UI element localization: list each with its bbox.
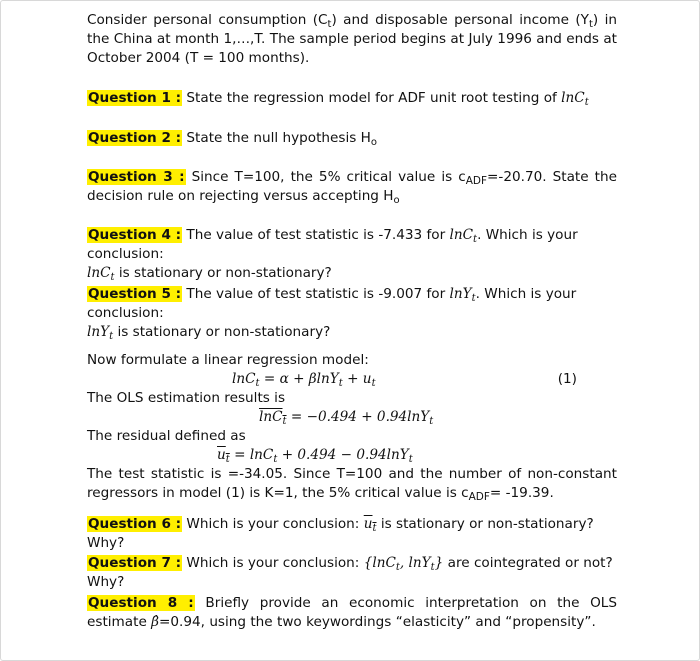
question-5-label: Question 5 : (88, 286, 182, 302)
equation-3-expr: $u_t = \ln C_t + 0.494 - 0.94\ln Y_t$ (217, 447, 413, 465)
question-6-math: $u_t$ (363, 516, 377, 534)
question-7 (87, 554, 617, 592)
intro-sub-c: t (327, 19, 332, 30)
question-5-math: lnY (449, 286, 472, 302)
question-7-math: {lnC$_t$, lnY$_t$} (363, 555, 444, 573)
question-8-text-a: Briefly provide an economic interpretation on the OLS estimate (87, 595, 617, 630)
question-5-text-c: is stationary or non-stationary? (117, 324, 331, 340)
intro-text-3: ) in the China at month 1,…,T. The sample period begins at July 1996 and ends at October 2004 (T = 100 months). (87, 12, 618, 66)
question-8-text-b: =0.94, using the two keywordings “elasticity” and “propensity”. (159, 614, 596, 630)
question-3-text-a: Since T=100, the 5% critical value is c (191, 169, 466, 185)
question-4-text-a: The value of test statistic is -7.433 for (186, 227, 446, 243)
statistic-text: The test statistic is =-34.05. Since T=100 and the number of non-constant regressors in model (1) is K=1, the 5% critical value is $c_{ADF}= -19.39$. (87, 466, 617, 503)
question-8-label: Question 8 : (88, 595, 194, 611)
question-4-math-2: lnC (87, 265, 111, 281)
question-4-text-c: is stationary or non-stationary? (118, 265, 332, 281)
equation-1-number: (1) (557, 371, 577, 387)
question-6 (87, 515, 617, 553)
question-4 (87, 226, 617, 283)
equation-2 (87, 408, 617, 427)
question-6-text-a: Which is your conclusion: (186, 516, 360, 532)
intro-text-1: Consider personal consumption (C (87, 12, 328, 28)
question-2-text: State the null hypothesis H (186, 130, 371, 146)
question-4-sub-2: t (110, 272, 115, 283)
residual-text: The residual defined as (87, 428, 246, 444)
question-7-text-a: Which is your conclusion: (186, 555, 360, 571)
question-1-text: State the regression model for ADF unit root testing of (186, 90, 557, 106)
question-1-math: lnC (561, 90, 585, 106)
question-7-label: Question 7 : (88, 555, 182, 571)
question-3-sub: ADF (465, 175, 488, 187)
intro-sub-y: t (589, 19, 593, 30)
question-8 (87, 594, 617, 632)
question-5-math-2: lnY (87, 324, 110, 340)
question-3-text-b: =-20.70. State the decision rule on rejecting versus accepting H (87, 169, 617, 204)
question-3-sub2: o (393, 195, 400, 206)
question-5-text-b: . Which is your conclusion: (87, 286, 577, 321)
intro-paragraph (87, 11, 617, 68)
question-5-sub: t (471, 293, 476, 304)
question-5-sub-2: t (109, 331, 114, 342)
question-4-label: Question 4 : (88, 227, 182, 243)
question-6-text-b: is stationary or non-stationary? Why? (87, 516, 594, 551)
model-intro: Now formulate a linear regression model: (87, 352, 369, 368)
intro-text-2: ) and disposable personal income (Y (331, 12, 589, 28)
question-6-label: Question 6 : (88, 516, 182, 532)
question-2 (87, 129, 617, 148)
question-3 (87, 168, 617, 206)
ols-text: The OLS estimation results is (87, 390, 286, 406)
question-7-text-b: are cointegrated or not? Why? (87, 555, 613, 590)
question-8-beta: β̂ (151, 614, 160, 630)
question-2-sub: o (370, 137, 377, 148)
question-3-label: Question 3 : (88, 169, 185, 185)
question-1-sub: t (584, 97, 589, 108)
equation-3 (87, 446, 617, 465)
question-5-text-a: The value of test statistic is -9.007 for (186, 286, 446, 302)
question-1-label: Question 1 : (88, 90, 182, 106)
question-1 (87, 89, 617, 108)
model-section (87, 351, 617, 503)
equation-1-expr: $\ln C_t = \alpha + \beta\ln Y_t + u_t$ (232, 371, 376, 389)
equation-2-expr: lnC$_t$ = −0.494 + 0.94lnY$_t$ (259, 409, 434, 427)
question-4-sub: t (473, 234, 478, 245)
question-4-math: lnC (449, 227, 474, 243)
question-4-text-b: . Which is your conclusion: (87, 227, 578, 262)
question-5 (87, 285, 617, 342)
question-2-label: Question 2 : (88, 130, 182, 146)
equation-1 (87, 370, 617, 389)
